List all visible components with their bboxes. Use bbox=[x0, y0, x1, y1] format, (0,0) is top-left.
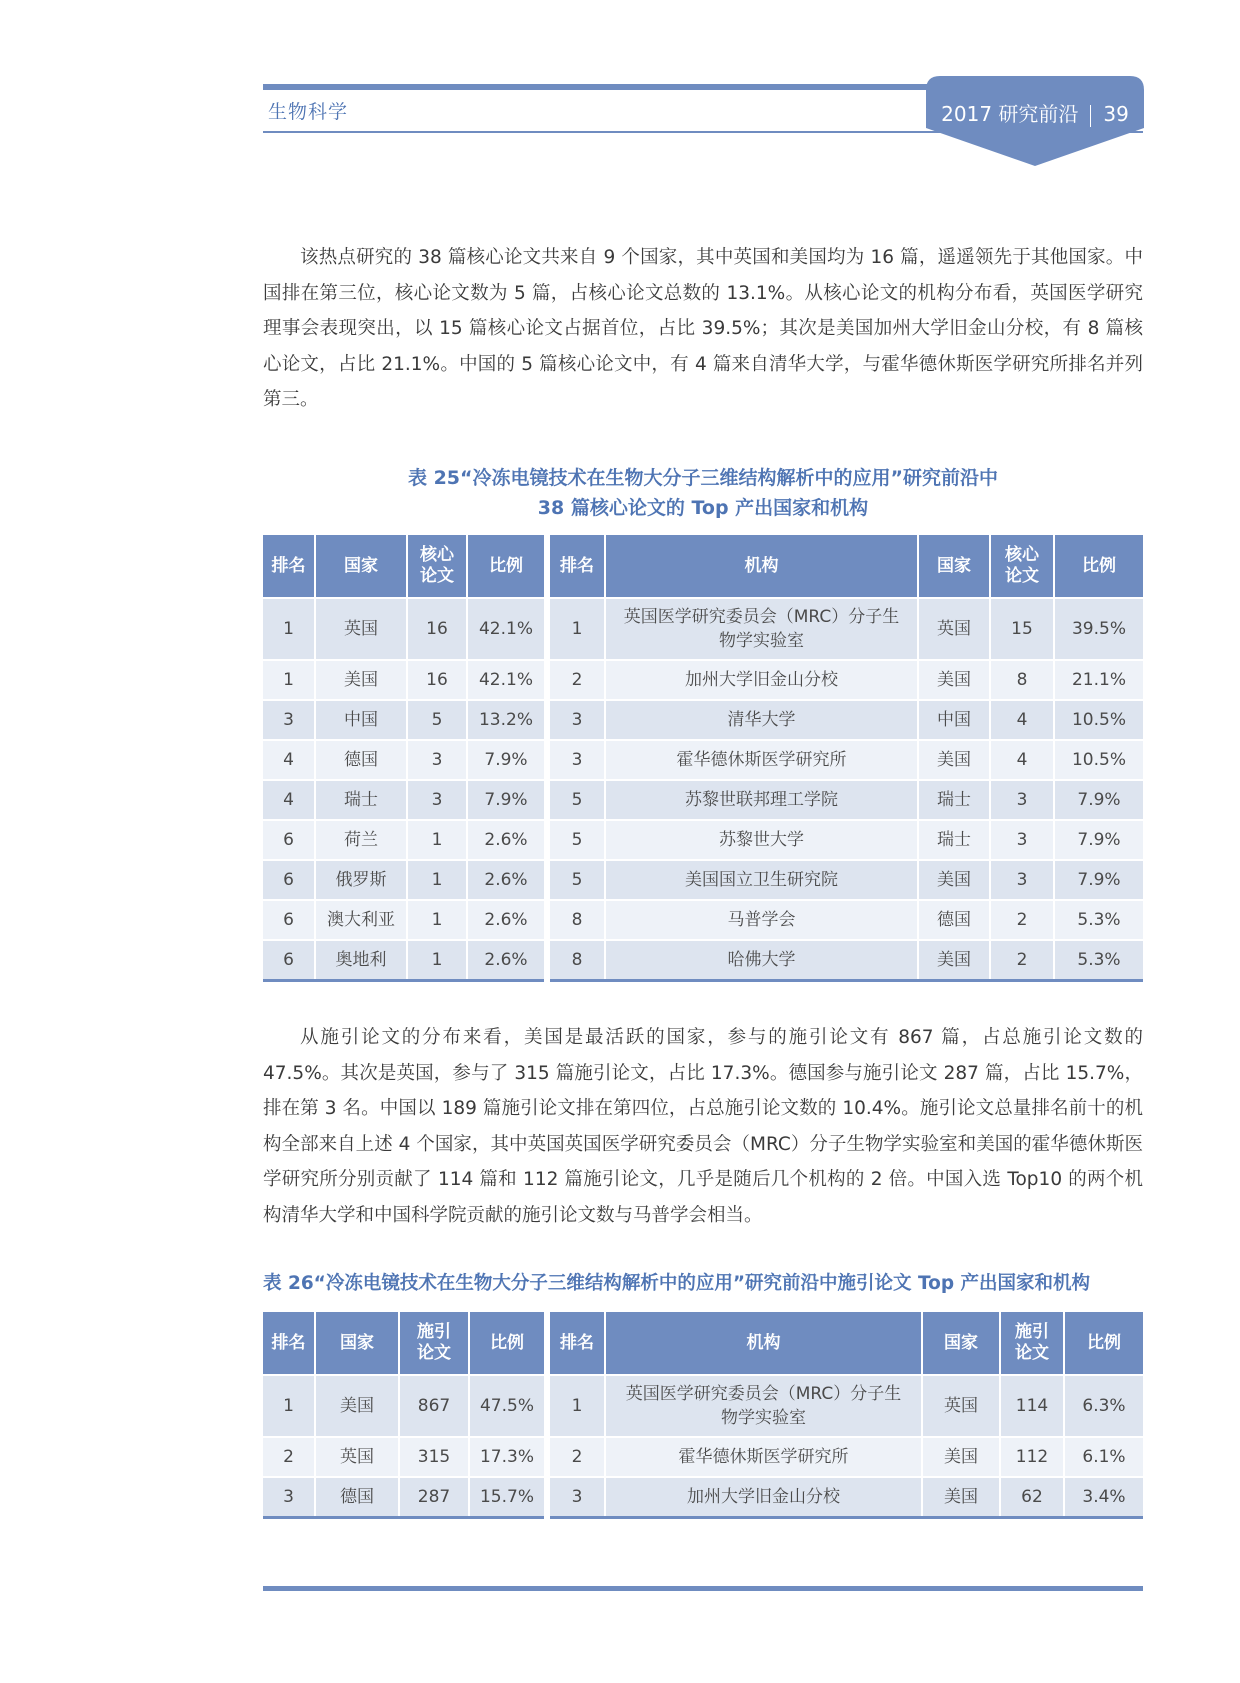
th-papers: 核心论文 bbox=[407, 535, 467, 598]
cell-inst-country: 美国 bbox=[918, 660, 990, 700]
cell-institution: 美国国立卫生研究院 bbox=[605, 860, 918, 900]
th-inst-ratio: 比例 bbox=[1064, 1312, 1143, 1375]
cell-inst-ratio: 10.5% bbox=[1054, 740, 1143, 780]
cell-inst-ratio: 7.9% bbox=[1054, 860, 1143, 900]
table-row bbox=[263, 820, 1143, 860]
cell-country: 荷兰 bbox=[315, 820, 407, 860]
cell-country: 英国 bbox=[315, 598, 407, 660]
cell-inst-ratio: 21.1% bbox=[1054, 660, 1143, 700]
paragraph-2: 从施引论文的分布来看，美国是最活跃的国家，参与的施引论文有 867 篇，占总施引论文数的 47.5%。其次是英国，参与了 315 篇施引论文，占比 17.3%。德国参与施引论文 287 篇，占比 15.7%，排在第 3 名。中国以 189 篇施引论文排在第四位，占总施引论文数的 10.4%。施引论文总量排名前十的机构全部来自上述 4 个国家，其中英国英国医学研究委员会（MRC）分子生物学实验室和美国的霍华德休斯医学研究所分别贡献了 114 篇和 112 篇施引论文，几乎是随后几个机构的 2 倍。中国入选 Top10 的两个机构清华大学和中国科学院贡献的施引论文数与马普学会相当。 bbox=[263, 1027, 1143, 1226]
th-rank2: 排名 bbox=[547, 1312, 605, 1375]
cell-ratio: 42.1% bbox=[467, 660, 547, 700]
th-rank2: 排名 bbox=[547, 535, 605, 598]
cell-inst-papers: 114 bbox=[1000, 1375, 1064, 1437]
cell-rank2: 1 bbox=[547, 598, 605, 660]
th-ratio: 比例 bbox=[469, 1312, 547, 1375]
cell-rank: 6 bbox=[263, 860, 315, 900]
cell-papers: 3 bbox=[407, 780, 467, 820]
badge-text bbox=[926, 98, 1144, 127]
cell-rank: 4 bbox=[263, 780, 315, 820]
cell-papers: 287 bbox=[399, 1477, 469, 1517]
th-rank: 排名 bbox=[263, 535, 315, 598]
table26-caption: 表 26“冷冻电镜技术在生物大分子三维结构解析中的应用”研究前沿中施引论文 Top 产出国家和机构 bbox=[263, 1273, 1091, 1294]
cell-inst-country: 美国 bbox=[922, 1437, 1000, 1477]
cell-inst-ratio: 6.1% bbox=[1064, 1437, 1143, 1477]
cell-ratio: 13.2% bbox=[467, 700, 547, 740]
cell-rank2: 3 bbox=[547, 700, 605, 740]
cell-country: 英国 bbox=[315, 1437, 399, 1477]
cell-ratio: 2.6% bbox=[467, 940, 547, 980]
cell-rank: 3 bbox=[263, 1477, 315, 1517]
cell-inst-papers: 112 bbox=[1000, 1437, 1064, 1477]
th-ratio: 比例 bbox=[467, 535, 547, 598]
cell-institution: 英国医学研究委员会（MRC）分子生物学实验室 bbox=[605, 598, 918, 660]
cell-country: 德国 bbox=[315, 1477, 399, 1517]
cell-inst-papers: 4 bbox=[990, 700, 1054, 740]
table26 bbox=[263, 1312, 1143, 1519]
cell-inst-ratio: 10.5% bbox=[1054, 700, 1143, 740]
footer-rule bbox=[263, 1586, 1143, 1591]
cell-rank: 6 bbox=[263, 820, 315, 860]
th-country: 国家 bbox=[315, 1312, 399, 1375]
cell-rank2: 3 bbox=[547, 740, 605, 780]
cell-inst-papers: 3 bbox=[990, 860, 1054, 900]
cell-papers: 1 bbox=[407, 860, 467, 900]
th-inst-ratio: 比例 bbox=[1054, 535, 1143, 598]
cell-papers: 16 bbox=[407, 660, 467, 700]
badge-separator bbox=[1090, 105, 1091, 127]
cell-inst-papers: 62 bbox=[1000, 1477, 1064, 1517]
cell-country: 德国 bbox=[315, 740, 407, 780]
th-country: 国家 bbox=[315, 535, 407, 598]
cell-country: 俄罗斯 bbox=[315, 860, 407, 900]
cell-ratio: 2.6% bbox=[467, 860, 547, 900]
cell-papers: 1 bbox=[407, 820, 467, 860]
cell-institution: 苏黎世大学 bbox=[605, 820, 918, 860]
cell-inst-papers: 3 bbox=[990, 820, 1054, 860]
table25-header-row bbox=[263, 535, 1143, 598]
table26-header-row bbox=[263, 1312, 1143, 1375]
cell-rank: 6 bbox=[263, 900, 315, 940]
cell-papers: 867 bbox=[399, 1375, 469, 1437]
cell-rank: 1 bbox=[263, 660, 315, 700]
cell-institution: 霍华德休斯医学研究所 bbox=[605, 1437, 922, 1477]
cell-inst-country: 美国 bbox=[918, 940, 990, 980]
table-row bbox=[263, 1477, 1143, 1517]
cell-rank2: 8 bbox=[547, 900, 605, 940]
cell-papers: 315 bbox=[399, 1437, 469, 1477]
cell-inst-papers: 4 bbox=[990, 740, 1054, 780]
cell-inst-country: 美国 bbox=[922, 1477, 1000, 1517]
cell-institution: 哈佛大学 bbox=[605, 940, 918, 980]
cell-inst-country: 德国 bbox=[918, 900, 990, 940]
cell-country: 美国 bbox=[315, 1375, 399, 1437]
th-inst-papers: 施引论文 bbox=[1000, 1312, 1064, 1375]
table-row bbox=[263, 598, 1143, 660]
th-rank: 排名 bbox=[263, 1312, 315, 1375]
cell-rank2: 3 bbox=[547, 1477, 605, 1517]
cell-inst-ratio: 7.9% bbox=[1054, 780, 1143, 820]
cell-inst-papers: 15 bbox=[990, 598, 1054, 660]
cell-inst-ratio: 39.5% bbox=[1054, 598, 1143, 660]
cell-country: 瑞士 bbox=[315, 780, 407, 820]
table25 bbox=[263, 535, 1143, 982]
cell-inst-country: 瑞士 bbox=[918, 820, 990, 860]
cell-rank2: 2 bbox=[547, 1437, 605, 1477]
cell-institution: 苏黎世联邦理工学院 bbox=[605, 780, 918, 820]
cell-ratio: 42.1% bbox=[467, 598, 547, 660]
cell-ratio: 2.6% bbox=[467, 820, 547, 860]
cell-country: 美国 bbox=[315, 660, 407, 700]
cell-rank2: 5 bbox=[547, 860, 605, 900]
cell-inst-ratio: 5.3% bbox=[1054, 900, 1143, 940]
table-row bbox=[263, 700, 1143, 740]
th-inst-country: 国家 bbox=[922, 1312, 1000, 1375]
cell-ratio: 47.5% bbox=[469, 1375, 547, 1437]
cell-rank: 3 bbox=[263, 700, 315, 740]
cell-ratio: 7.9% bbox=[467, 740, 547, 780]
table-row bbox=[263, 780, 1143, 820]
table25-caption-line2: 38 篇核心论文的 Top 产出国家和机构 bbox=[537, 497, 869, 519]
cell-rank: 2 bbox=[263, 1437, 315, 1477]
cell-inst-country: 美国 bbox=[918, 740, 990, 780]
cell-rank2: 5 bbox=[547, 820, 605, 860]
page-number: 39 bbox=[1103, 102, 1129, 126]
table-row bbox=[263, 1437, 1143, 1477]
cell-country: 澳大利亚 bbox=[315, 900, 407, 940]
th-papers: 施引论文 bbox=[399, 1312, 469, 1375]
cell-rank2: 5 bbox=[547, 780, 605, 820]
cell-rank: 1 bbox=[263, 598, 315, 660]
cell-inst-country: 中国 bbox=[918, 700, 990, 740]
table-row bbox=[263, 1375, 1143, 1437]
cell-rank2: 2 bbox=[547, 660, 605, 700]
page-badge bbox=[926, 76, 1144, 166]
cell-country: 中国 bbox=[315, 700, 407, 740]
cell-papers: 1 bbox=[407, 940, 467, 980]
cell-inst-papers: 2 bbox=[990, 900, 1054, 940]
table-row bbox=[263, 660, 1143, 700]
cell-inst-country: 英国 bbox=[918, 598, 990, 660]
th-institution: 机构 bbox=[605, 1312, 922, 1375]
cell-country: 奥地利 bbox=[315, 940, 407, 980]
cell-inst-country: 瑞士 bbox=[918, 780, 990, 820]
paragraph-1: 该热点研究的 38 篇核心论文共来自 9 个国家，其中英国和美国均为 16 篇，遥遥领先于其他国家。中国排在第三位，核心论文数为 5 篇，占核心论文总数的 13.1%。从核心论文的机构分布看，英国医学研究理事会表现突出，以 15 篇核心论文占据首位，占比 39.5%；其次是美国加州大学旧金山分校，有 8 篇核心论文，占比 21.1%。中国的 5 篇核心论文中，有 4 篇来自清华大学，与霍华德休斯医学研究所排名并列第三。 bbox=[263, 247, 1143, 410]
th-institution: 机构 bbox=[605, 535, 918, 598]
cell-rank: 6 bbox=[263, 940, 315, 980]
table-row bbox=[263, 940, 1143, 980]
table25-caption-line1: 表 25“冷冻电镜技术在生物大分子三维结构解析中的应用”研究前沿中 bbox=[407, 467, 999, 489]
cell-ratio: 7.9% bbox=[467, 780, 547, 820]
cell-inst-country: 美国 bbox=[918, 860, 990, 900]
cell-papers: 3 bbox=[407, 740, 467, 780]
cell-papers: 16 bbox=[407, 598, 467, 660]
cell-ratio: 17.3% bbox=[469, 1437, 547, 1477]
cell-institution: 马普学会 bbox=[605, 900, 918, 940]
cell-institution: 英国医学研究委员会（MRC）分子生物学实验室 bbox=[605, 1375, 922, 1437]
cell-rank2: 8 bbox=[547, 940, 605, 980]
th-inst-country: 国家 bbox=[918, 535, 990, 598]
cell-ratio: 2.6% bbox=[467, 900, 547, 940]
cell-rank2: 1 bbox=[547, 1375, 605, 1437]
cell-institution: 清华大学 bbox=[605, 700, 918, 740]
cell-inst-country: 英国 bbox=[922, 1375, 1000, 1437]
cell-papers: 5 bbox=[407, 700, 467, 740]
cell-inst-ratio: 7.9% bbox=[1054, 820, 1143, 860]
cell-inst-ratio: 3.4% bbox=[1064, 1477, 1143, 1517]
cell-ratio: 15.7% bbox=[469, 1477, 547, 1517]
cell-rank: 1 bbox=[263, 1375, 315, 1437]
cell-papers: 1 bbox=[407, 900, 467, 940]
cell-inst-ratio: 6.3% bbox=[1064, 1375, 1143, 1437]
cell-institution: 加州大学旧金山分校 bbox=[605, 660, 918, 700]
th-inst-papers: 核心论文 bbox=[990, 535, 1054, 598]
cell-inst-ratio: 5.3% bbox=[1054, 940, 1143, 980]
cell-inst-papers: 3 bbox=[990, 780, 1054, 820]
table-row bbox=[263, 900, 1143, 940]
table-row bbox=[263, 740, 1143, 780]
table-row bbox=[263, 860, 1143, 900]
cell-inst-papers: 2 bbox=[990, 940, 1054, 980]
cell-rank: 4 bbox=[263, 740, 315, 780]
cell-institution: 霍华德休斯医学研究所 bbox=[605, 740, 918, 780]
report-title: 2017 研究前沿 bbox=[941, 102, 1079, 126]
cell-inst-papers: 8 bbox=[990, 660, 1054, 700]
section-title: 生物科学 bbox=[268, 101, 349, 123]
cell-institution: 加州大学旧金山分校 bbox=[605, 1477, 922, 1517]
